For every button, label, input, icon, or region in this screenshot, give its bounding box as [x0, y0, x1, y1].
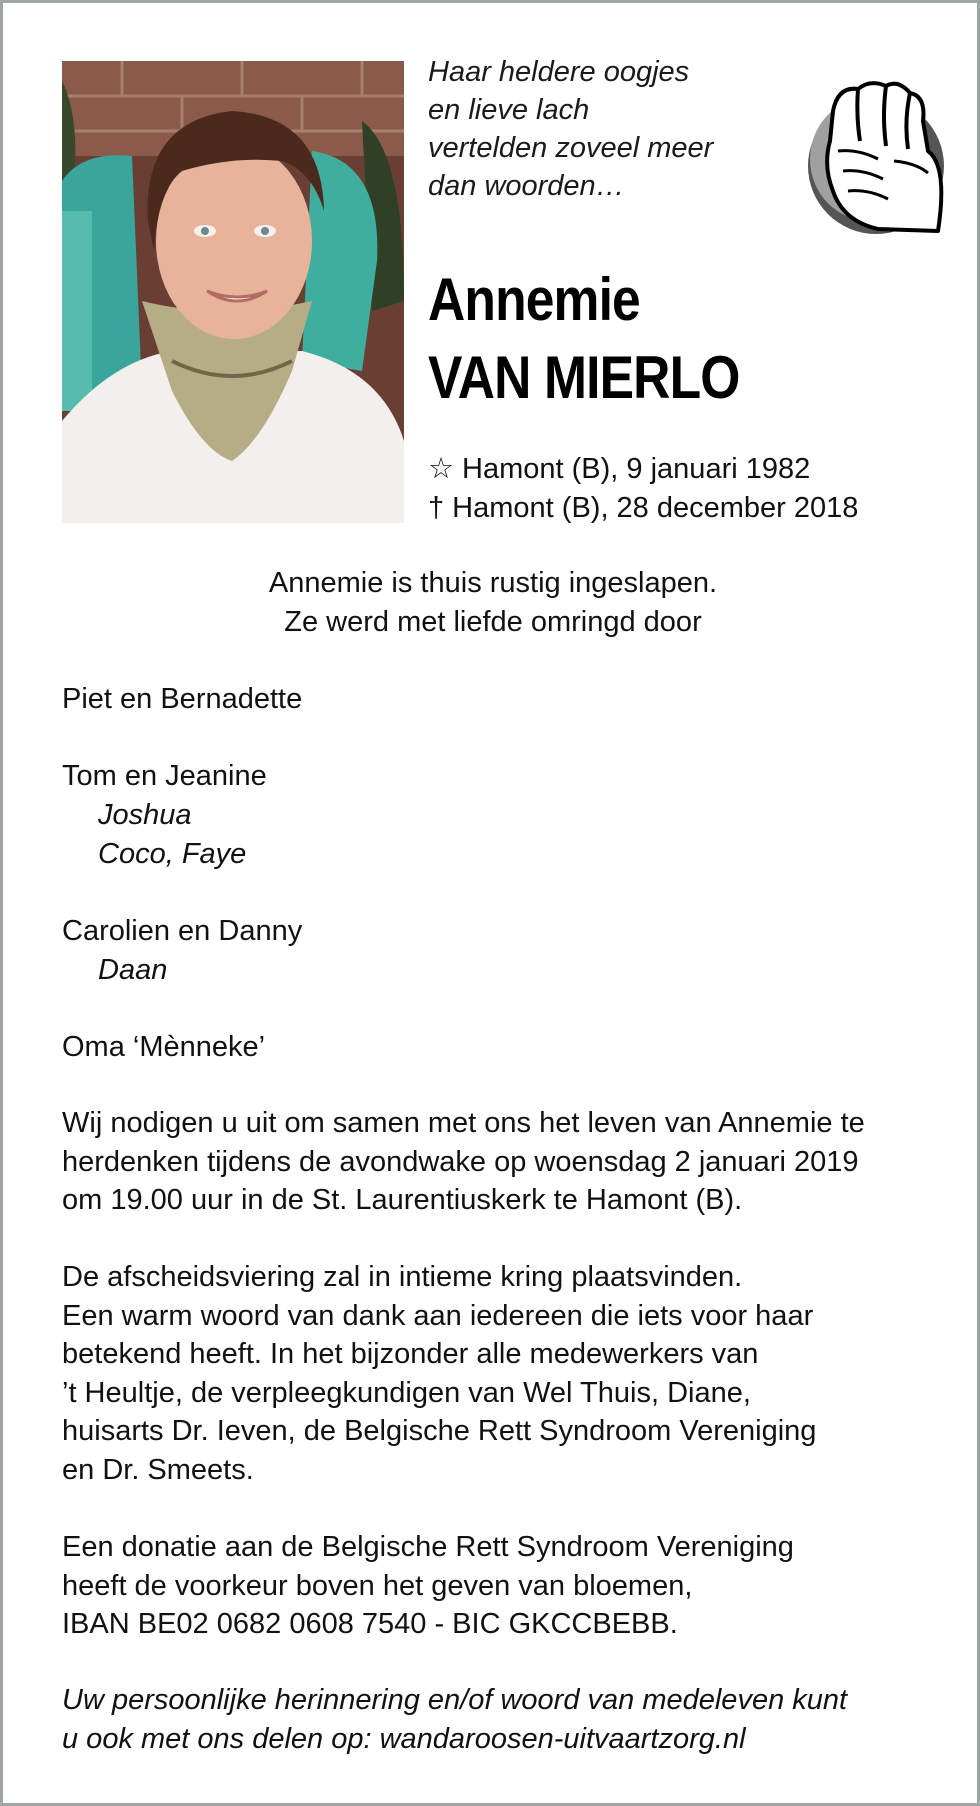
paragraph-line: De afscheidsviering zal in intieme kring plaatsvinden.	[62, 1261, 743, 1293]
paragraph-line: huisarts Dr. Ieven, de Belgische Rett Syndroom Vereniging	[62, 1415, 817, 1447]
family-member: Carolien en Danny	[62, 915, 303, 947]
poem-line: dan woorden…	[428, 170, 625, 202]
family-member: Oma ‘Mènneke’	[62, 1031, 266, 1063]
last-name: VAN MIERLO	[428, 344, 740, 411]
paragraph-line: heeft de voorkeur boven het geven van bloemen,	[62, 1569, 693, 1602]
family-member: Tom en Jeanine	[62, 760, 267, 792]
intro-line: Ze werd met liefde omringd door	[284, 606, 702, 638]
invitation-paragraph	[62, 1104, 865, 1220]
paragraph-line: en Dr. Smeets.	[62, 1453, 254, 1486]
death-date: † Hamont (B), 28 december 2018	[428, 492, 859, 524]
intro-text	[3, 564, 980, 642]
paragraph-line: Een warm woord van dank aan iedereen die iets voor haar	[62, 1299, 814, 1332]
website-line: u ook met ons delen op: wandaroosen-uitvaartzorg.nl	[62, 1722, 746, 1755]
grandchild: Daan	[98, 954, 168, 986]
deceased-name	[428, 261, 740, 417]
life-dates	[428, 450, 858, 528]
portrait-photo	[62, 61, 404, 523]
paragraph-line: Een donatie aan de Belgische Rett Syndroom Vereniging	[62, 1531, 794, 1563]
clasped-hands-icon	[798, 71, 953, 241]
paragraph-line: Uw persoonlijke herinnering en/of woord van medeleven kunt	[62, 1684, 848, 1716]
poem-line: vertelden zoveel meer	[428, 132, 714, 164]
farewell-paragraph	[62, 1258, 816, 1489]
family-member: Piet en Bernadette	[62, 683, 303, 715]
poem-line: en lieve lach	[428, 94, 590, 126]
bank-details: IBAN BE02 0682 0608 7540 - BIC GKCCBEBB.	[62, 1608, 678, 1640]
paragraph-line: Wij nodigen u uit om samen met ons het leven van Annemie te	[62, 1107, 865, 1139]
poem	[428, 53, 713, 205]
donation-paragraph	[62, 1528, 794, 1644]
grandchild: Joshua	[98, 799, 192, 831]
paragraph-line: ’t Heultje, de verpleegkundigen van Wel Thuis, Diane,	[62, 1376, 751, 1409]
paragraph-line: betekend heeft. In het bijzonder alle medewerkers van	[62, 1338, 759, 1370]
paragraph-line: om 19.00 uur in de St. Laurentiuskerk te Hamont (B).	[62, 1184, 743, 1216]
family-list	[62, 680, 302, 1067]
poem-line: Haar heldere oogjes	[428, 56, 690, 88]
first-name: Annemie	[428, 266, 640, 333]
closing-paragraph	[62, 1681, 847, 1758]
intro-line: Annemie is thuis rustig ingeslapen.	[268, 567, 718, 599]
paragraph-line: herdenken tijdens de avondwake op woensdag 2 januari 2019	[62, 1145, 859, 1178]
grandchild: Coco, Faye	[98, 838, 247, 870]
birth-date: ☆ Hamont (B), 9 januari 1982	[428, 453, 811, 485]
